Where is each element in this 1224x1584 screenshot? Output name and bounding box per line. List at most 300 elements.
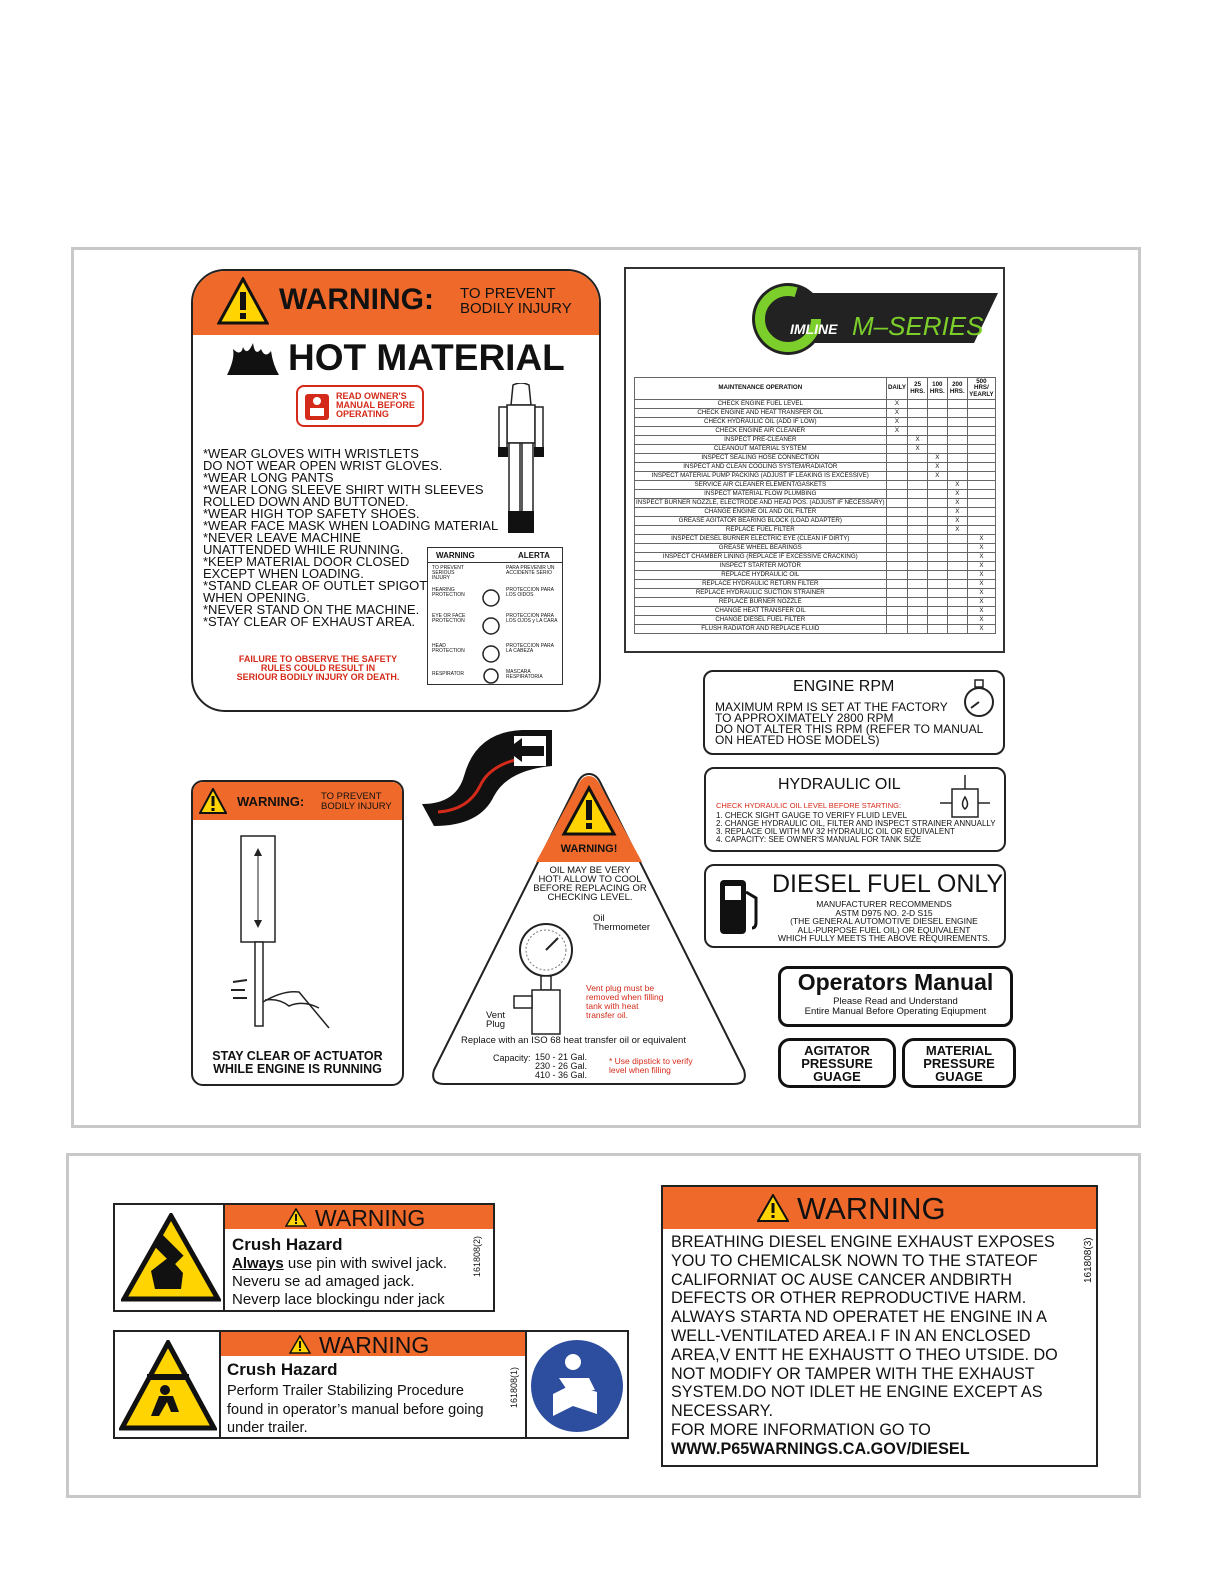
gauge-line: MATERIAL [925,1043,993,1058]
interval-mark-cell [886,490,908,499]
table-row [635,463,996,472]
interval-mark-cell [947,553,967,562]
ppe-row-en: EYE OR FACE PROTECTION [432,613,466,624]
ppe-row-en: RESPIRATOR [432,671,465,677]
hot-material-title: HOT MATERIAL [288,337,565,378]
table-row [635,562,996,571]
table-row [635,445,996,454]
interval-mark-cell [908,481,928,490]
hydraulic-line: 2. CHANGE HYDRAULIC OIL, FILTER AND INSPECT STRAINER ANNUALLY [716,819,996,828]
engine-rpm-line: DO NOT ALTER THIS RPM (REFER TO MANUAL [715,722,984,736]
p65-line: FOR MORE INFORMATION GO TO [671,1420,931,1439]
interval-mark-cell: X [927,472,947,481]
crush2-title: Crush Hazard [227,1360,338,1379]
interval-mark-cell [908,580,928,589]
ppe-row-es: PROTECCION PARA LOS OJOS y LA CARA [506,613,558,624]
thermometer-label: Thermometer [593,922,651,933]
interval-mark-cell [927,436,947,445]
table-row [635,553,996,562]
interval-mark-cell: X [967,625,995,634]
maintenance-operation-cell: CHECK ENGINE FUEL LEVEL [635,400,887,409]
maintenance-operation-cell: CHECK HYDRAULIC OIL (ADD IF LOW) [635,418,887,427]
crush2-line: Perform Trailer Stabilizing Procedure [227,1383,464,1399]
maintenance-operation-cell: REPLACE BURNER NOZZLE [635,598,887,607]
crush1-code: 161808(2) [472,1235,482,1277]
interval-mark-cell [927,526,947,535]
table-row [635,589,996,598]
interval-mark-cell: X [967,562,995,571]
interval-mark-cell [967,517,995,526]
column-header: MAINTENANCE OPERATION [635,378,887,400]
read-manual-line: OPERATING [336,409,389,419]
interval-mark-cell [927,400,947,409]
interval-mark-cell [908,472,928,481]
oil-warning-label: WARNING! [560,843,618,855]
interval-mark-cell: X [947,508,967,517]
interval-mark-cell [908,409,928,418]
interval-mark-cell [908,526,928,535]
oil-hot-line: OIL MAY BE VERY [549,865,631,876]
rule-line: *WEAR HIGH TOP SAFETY SHOES. [203,506,420,521]
rule-line: *NEVER LEAVE MACHINE [203,530,361,545]
vent-note-line: removed when filling [586,992,664,1002]
interval-mark-cell [886,607,908,616]
interval-mark-cell [967,427,995,436]
diesel-title: DIESEL FUEL ONLY [772,870,1004,898]
interval-mark-cell [927,481,947,490]
interval-mark-cell [947,562,967,571]
warning-triangle-icon [757,1194,789,1222]
table-row [635,535,996,544]
interval-mark-cell: X [886,418,908,427]
crush1-title: Crush Hazard [232,1235,343,1254]
maintenance-operation-cell: GREASE WHEEL BEARINGS [635,544,887,553]
interval-mark-cell [908,625,928,634]
rule-line: *STAND CLEAR OF OUTLET SPIGOT [203,578,428,593]
interval-mark-cell [947,571,967,580]
interval-mark-cell [967,436,995,445]
maintenance-operation-cell: INSPECT MATERIAL PUMP PACKING (ADJUST IF LEAKING IS EXCESSIVE) [635,472,887,481]
interval-mark-cell [886,481,908,490]
interval-mark-cell [927,589,947,598]
hydraulic-line: 4. CAPACITY: SEE OWNER'S MANUAL FOR TANK SIZE [716,835,922,844]
maintenance-operation-cell: CHANGE ENGINE OIL AND OIL FILTER [635,508,887,517]
table-row [635,580,996,589]
interval-mark-cell [908,607,928,616]
gauge-line: PRESSURE [923,1056,995,1071]
rule-line: *NEVER STAND ON THE MACHINE. [203,602,420,617]
capacity-line: 410 - 36 Gal. [535,1070,588,1080]
diesel-line: MANUFACTURER RECOMMENDS [816,899,952,909]
table-row [635,499,996,508]
interval-mark-cell: X [967,598,995,607]
interval-mark-cell: X [967,535,995,544]
crush1-line1-rest: use pin with swivel jack. [283,1255,448,1272]
capacity-line: 150 - 21 Gal. [535,1052,588,1062]
interval-mark-cell [908,490,928,499]
interval-mark-cell [927,571,947,580]
interval-mark-cell: X [908,445,928,454]
interval-mark-cell [886,616,908,625]
hot-material-warning-text: WARNING: [279,283,434,316]
table-row [635,526,996,535]
crush1-warning-label: WARNING [315,1205,426,1231]
read-manual-icon [304,393,330,421]
column-header: 100 HRS. [927,378,947,400]
maintenance-operation-cell: FLUSH RADIATOR AND REPLACE FLUID [635,625,887,634]
table-row [635,409,996,418]
interval-mark-cell [967,400,995,409]
read-manual-icon [529,1338,625,1434]
ppe-warning-label: WARNING [436,551,475,560]
table-row [635,436,996,445]
crush2-line: found in operator’s manual before going [227,1401,484,1418]
engine-rpm-line: MAXIMUM RPM IS SET AT THE FACTORY [715,700,948,714]
interval-mark-cell: X [927,463,947,472]
p65-line: AREA,V ENTT HE EXHAUSTT O THEO UTSIDE. DO [671,1345,1058,1364]
oil-hot-line: BEFORE REPLACING OR [533,883,647,894]
rule-line: WHEN OPENING. [203,590,310,605]
interval-mark-cell [927,517,947,526]
p65-line: YOU TO CHEMICALSK NOWN TO THE STATEOF [671,1251,1038,1270]
maintenance-operation-cell: INSPECT PRE-CLEANER [635,436,887,445]
interval-mark-cell [947,535,967,544]
interval-mark-cell [927,553,947,562]
maintenance-operation-cell: GREASE AGITATOR BEARING BLOCK (LOAD ADAPTER) [635,517,887,526]
maintenance-operation-cell: REPLACE HYDRAULIC SUCTION STRAINER [635,589,887,598]
table-row [635,544,996,553]
column-header: 25 HRS. [908,378,928,400]
oil-hot-line: CHECKING LEVEL. [547,892,633,903]
replace-oil-text: Replace with an ISO 68 heat transfer oil or equivalent [461,1035,686,1046]
interval-mark-cell [908,544,928,553]
ppe-row-en: HEARING PROTECTION [432,587,465,598]
vent-plug-label: Vent [486,1010,506,1021]
maintenance-operation-cell: REPLACE HYDRAULIC OIL [635,571,887,580]
interval-mark-cell [927,544,947,553]
crush1-always: Always [232,1255,284,1272]
diesel-line: ALL-PURPOSE FUEL OIL) OR EQUIVALENT [797,924,971,935]
crush-body-icon [119,1340,217,1432]
interval-mark-cell: X [967,553,995,562]
interval-mark-cell [927,562,947,571]
maintenance-operation-cell: INSPECT AND CLEAN COOLING SYSTEM/RADIATOR [635,463,887,472]
actuator-warning-text: WARNING: [237,794,305,809]
crush2-code: 161808(1) [509,1366,519,1408]
engine-rpm-text [715,702,983,746]
interval-mark-cell [967,526,995,535]
interval-mark-cell [908,616,928,625]
p65-line: BREATHING DIESEL ENGINE EXHAUST EXPOSES [671,1233,1055,1251]
protective-suit-icon [497,383,545,535]
operators-manual-title: Operators Manual [797,969,994,995]
interval-mark-cell [886,517,908,526]
interval-mark-cell [886,571,908,580]
actuator-bottom-line: STAY CLEAR OF ACTUATOR [212,1049,383,1063]
dipstick-line: * Use dipstick to verify [609,1056,693,1066]
table-row [635,472,996,481]
interval-mark-cell [908,499,928,508]
interval-mark-cell [947,598,967,607]
agitator-pressure-gauge-label [778,1038,896,1088]
column-header: 500 HRS/ YEARLY [969,378,994,398]
interval-mark-cell [947,436,967,445]
interval-mark-cell [947,463,967,472]
ppe-row-es: PARA PREVENIR UN ACCIDENTE SERIO [506,565,555,576]
gauge-line: AGITATOR [804,1043,870,1058]
ppe-row-es: PROTECCION PARA LA CABEZA [506,643,554,654]
table-row [635,607,996,616]
interval-mark-cell [927,616,947,625]
p65-text [671,1233,1058,1459]
interval-mark-cell [886,535,908,544]
interval-mark-cell: X [967,616,995,625]
interval-mark-cell [886,625,908,634]
rule-line: EXCEPT WHEN LOADING. [203,566,364,581]
interval-mark-cell [967,445,995,454]
interval-mark-cell: X [947,526,967,535]
failure-line: SERIOUR BODILY INJURY OR DEATH. [236,672,400,682]
interval-mark-cell: X [967,589,995,598]
table-header-row [635,378,996,400]
column-header: DAILY [886,378,908,400]
interval-mark-cell [947,472,967,481]
maintenance-operation-cell: INSPECT DIESEL BURNER ELECTRIC EYE (CLEAN IF DIRTY) [635,535,887,544]
vent-note-line: transfer oil. [586,1010,629,1020]
interval-mark-cell [908,517,928,526]
hydraulic-oil-title: HYDRAULIC OIL [778,776,901,793]
interval-mark-cell [886,499,908,508]
interval-mark-cell [886,544,908,553]
rule-line: *WEAR LONG PANTS [203,470,334,485]
oil-hot-text [528,866,652,902]
diesel-text [766,900,1002,943]
p65-line: NECESSARY. [671,1402,773,1421]
p65-line: SYSTEM.DO NOT IDLET HE ENGINE EXCEPT AS [671,1383,1043,1402]
crush-hazard-decal-2 [113,1330,629,1439]
ppe-row-es: MASCARA RESPIRATORIA [506,669,543,680]
interval-mark-cell [886,598,908,607]
p65-line: ALWAYS STARTA ND OPERATET HE ENGINE IN A [671,1308,1047,1327]
rule-line: DO NOT WEAR OPEN WRIST GLOVES. [203,458,443,473]
diesel-line: WHICH FULLY MEETS THE ABOVE REQUIREMENTS. [777,933,991,943]
table-row [635,418,996,427]
operators-manual-decal [778,966,1013,1027]
table-row [635,598,996,607]
p65-warning-decal [661,1185,1098,1467]
gauge-line: GUAGE [935,1069,983,1084]
rule-line: *WEAR LONG SLEEVE SHIRT WITH SLEEVES [203,482,484,497]
interval-mark-cell [967,481,995,490]
ppe-alerta-label: ALERTA [518,551,550,560]
p65-warning-label: WARNING [797,1191,946,1226]
maintenance-operation-cell: SERVICE AIR CLEANER ELEMENT/GASKETS [635,481,887,490]
read-manual-badge [296,385,424,427]
interval-mark-cell: X [967,580,995,589]
operators-manual-line: Entire Manual Before Operating Eqiupment [804,1006,987,1017]
interval-mark-cell: X [967,607,995,616]
ppe-table [427,547,563,685]
interval-mark-cell [967,490,995,499]
engine-rpm-line: TO APPROXIMATELY 2800 RPM [715,711,894,725]
interval-mark-cell: X [967,571,995,580]
rule-line: *WEAR FACE MASK WHEN LOADING MATERIAL [203,518,499,533]
interval-mark-cell [947,625,967,634]
vent-note-line: Vent plug must be [586,983,655,993]
maintenance-operation-cell: REPLACE FUEL FILTER [635,526,887,535]
maintenance-operation-cell: INSPECT STARTER MOTOR [635,562,887,571]
interval-mark-cell [947,544,967,553]
crush2-line: under trailer. [227,1420,308,1436]
p65-url: WWW.P65WARNINGS.CA.GOV/DIESEL [671,1439,970,1458]
interval-mark-cell [947,400,967,409]
table-row [635,400,996,409]
interval-mark-cell [886,472,908,481]
interval-mark-cell [927,499,947,508]
interval-mark-cell [908,454,928,463]
interval-mark-cell [927,580,947,589]
interval-mark-cell [886,562,908,571]
diesel-line: ASTM D975 NO. 2-D S15 [835,907,933,918]
crush2-warning-label: WARNING [319,1332,430,1358]
flame-icon [225,339,281,377]
ppe-row-en: TO PREVENT SERIOUS INJURY [432,565,464,581]
table-row [635,454,996,463]
interval-mark-cell: X [967,544,995,553]
table-row [635,625,996,634]
hot-material-decal [191,269,601,712]
warning-triangle-icon [285,1208,307,1227]
maintenance-operation-cell: CHANGE HEAT TRANSFER OIL [635,607,887,616]
maintenance-operation-cell: REPLACE HYDRAULIC RETURN FILTER [635,580,887,589]
p65-line: CALIFORNIAT OC AUSE CANCER ANDBIRTH [671,1270,1012,1289]
logo-cimline-text: IMLINE [790,321,838,337]
interval-mark-cell [927,409,947,418]
crush-foot-icon [121,1213,221,1303]
interval-mark-cell: X [886,409,908,418]
actuator-bottom-line: WHILE ENGINE IS RUNNING [213,1062,382,1076]
interval-mark-cell [927,445,947,454]
vent-plug-label: Plug [486,1019,506,1030]
ppe-row-es: PROTECCION PARA LOS OIDOS [506,587,554,598]
actuator-warning-decal [191,780,404,1086]
interval-mark-cell [947,418,967,427]
interval-mark-cell [927,625,947,634]
interval-mark-cell [947,409,967,418]
interval-mark-cell [947,616,967,625]
interval-mark-cell [908,400,928,409]
interval-mark-cell [927,418,947,427]
interval-mark-cell [927,607,947,616]
ppe-icons [480,566,502,684]
interval-mark-cell [967,508,995,517]
table-row [635,427,996,436]
interval-mark-cell: X [947,499,967,508]
engine-rpm-line: ON HEATED HOSE MODELS) [715,733,880,747]
failure-line: RULES COULD RESULT IN [260,663,376,673]
table-row [635,490,996,499]
capacity-label: Capacity: [493,1053,531,1063]
interval-mark-cell [908,598,928,607]
actuator-hand-icon [223,832,353,1032]
interval-mark-cell [908,508,928,517]
read-manual-line: MANUAL BEFORE [336,400,415,410]
interval-mark-cell [886,508,908,517]
table-row [635,481,996,490]
interval-mark-cell [967,409,995,418]
interval-mark-cell [927,427,947,436]
interval-mark-cell: X [947,490,967,499]
interval-mark-cell [967,472,995,481]
gauge-line: PRESSURE [801,1056,873,1071]
p65-code: 161808(3) [1083,1237,1094,1283]
gauge-line: GUAGE [813,1069,861,1084]
hydraulic-line: 1. CHECK SIGHT GAUGE TO VERIFY FLUID LEVEL [716,811,908,820]
interval-mark-cell [908,589,928,598]
maintenance-operation-cell: CLEANOUT MATERIAL SYSTEM [635,445,887,454]
rule-line: *WEAR GLOVES WITH WRISTLETS [203,446,419,461]
crush1-line: Neverp lace blockingu nder jack [232,1291,445,1308]
interval-mark-cell: X [886,427,908,436]
operators-manual-line: Please Read and Understand [833,996,958,1007]
rule-line: UNATTENDED WHILE RUNNING. [203,542,404,557]
warning-triangle-icon [289,1335,311,1354]
maintenance-operation-cell: CHECK ENGINE AND HEAT TRANSFER OIL [635,409,887,418]
interval-mark-cell: X [908,436,928,445]
interval-mark-cell [967,499,995,508]
interval-mark-cell [927,490,947,499]
table-row [635,571,996,580]
interval-mark-cell [908,562,928,571]
maintenance-schedule-decal [624,267,1005,653]
interval-mark-cell: X [927,454,947,463]
read-manual-line: READ OWNER'S [336,391,407,401]
crush1-line: Neveru se ad amaged jack. [232,1273,415,1290]
rule-line: *KEEP MATERIAL DOOR CLOSED [203,554,410,569]
interval-mark-cell [908,418,928,427]
interval-mark-cell [967,418,995,427]
interval-mark-cell [886,445,908,454]
p65-line: NOT MODIFY OR TAMPER WITH THE EXHAUST [671,1364,1035,1383]
interval-mark-cell [927,508,947,517]
interval-mark-cell [908,553,928,562]
maintenance-operation-cell: INSPECT MATERIAL FLOW PLUMBING [635,490,887,499]
interval-mark-cell [947,445,967,454]
ppe-row-en: HEAD PROTECTION [432,643,465,654]
interval-mark-cell [908,427,928,436]
interval-mark-cell: X [947,517,967,526]
interval-mark-cell [908,535,928,544]
interval-mark-cell [947,454,967,463]
maintenance-operation-cell: CHANGE DIESEL FUEL FILTER [635,616,887,625]
table-row [635,616,996,625]
interval-mark-cell [886,454,908,463]
maintenance-operation-cell: CHECK ENGINE AIR CLEANER [635,427,887,436]
interval-mark-cell [886,526,908,535]
interval-mark-cell: X [886,400,908,409]
p65-line: WELL-VENTILATED AREA.I F IN AN ENCLOSED [671,1326,1031,1345]
hydraulic-oil-text [716,812,996,844]
thermometer-label: Oil [593,913,605,924]
maintenance-table [634,377,996,634]
failure-line: FAILURE TO OBSERVE THE SAFETY [238,654,398,664]
interval-mark-cell [886,553,908,562]
interval-mark-cell: X [947,481,967,490]
interval-mark-cell [927,535,947,544]
interval-mark-cell [886,436,908,445]
engine-rpm-decal [703,670,1005,755]
dipstick-line: level when filling [609,1065,671,1075]
